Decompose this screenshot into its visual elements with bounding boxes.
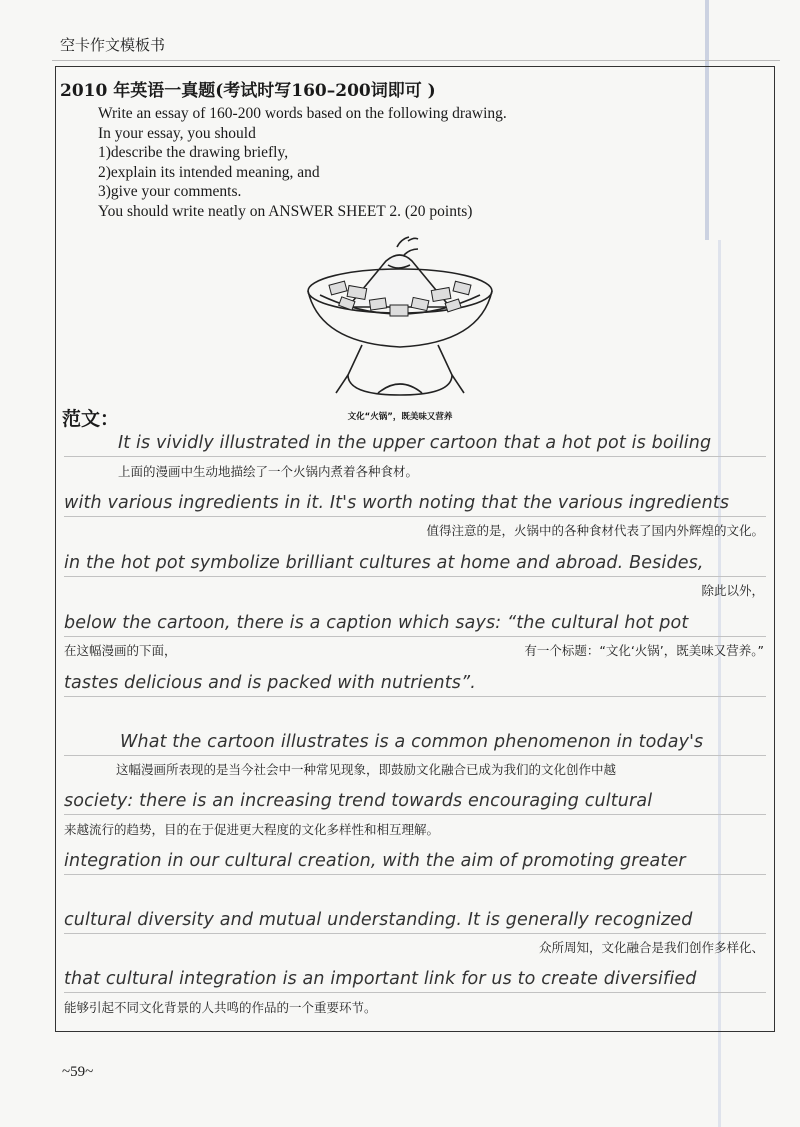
- writing-rule: [64, 456, 766, 457]
- essay-line-en: that cultural integration is an important link for us to create diversified: [64, 969, 697, 989]
- essay-line-en: tastes delicious and is packed with nutrients”.: [64, 673, 476, 693]
- exam-instructions: [98, 104, 698, 222]
- page-number: ~59~: [62, 1064, 94, 1080]
- essay-line-en: below the cartoon, there is a caption which says: “the cultural hot pot: [64, 613, 689, 633]
- essay-line-en: cultural diversity and mutual understanding. It is generally recognized: [64, 910, 693, 930]
- essay-line-en: in the hot pot symbolize brilliant cultures at home and abroad. Besides,: [64, 553, 704, 573]
- writing-rule: [64, 636, 766, 637]
- essay-line-zh: 上面的漫画中生动地描绘了一个火锅内煮着各种食材。: [118, 464, 419, 479]
- instruction-line: 3)give your comments.: [98, 183, 242, 201]
- essay-line-zh: 来越流行的趋势，目的在于促进更大程度的文化多样性和相互理解。: [64, 822, 440, 837]
- instruction-line: You should write neatly on ANSWER SHEET 2. (20 points): [98, 202, 473, 220]
- essay-line-en: society: there is an increasing trend towards encouraging cultural: [64, 791, 653, 811]
- essay-line-zh: 能够引起不同文化背景的人共鸣的作品的一个重要环节。: [64, 1000, 377, 1015]
- cartoon-caption: 文化“火锅”，既美味又营养: [347, 412, 453, 422]
- essay-line-zh: 除此以外，: [701, 583, 764, 598]
- header-rule: [52, 60, 780, 61]
- writing-rule: [64, 755, 766, 756]
- sample-essay-label: 范文：: [62, 408, 120, 430]
- essay-line-zh: 值得注意的是，火锅中的各种食材代表了国内外辉煌的文化。: [426, 523, 764, 538]
- essay-line-en: with various ingredients in it. It's worth noting that the various ingredients: [64, 493, 730, 513]
- essay-line-zh: 这幅漫画所表现的是当今社会中一种常见现象，即鼓励文化融合已成为我们的文化创作中越: [116, 762, 617, 777]
- essay-line-zh: 有一个标题：“文化‘火锅’，既美味又营养。”: [524, 643, 764, 658]
- instruction-line: 1)describe the drawing briefly,: [98, 144, 289, 162]
- essay-line-en: What the cartoon illustrates is a common phenomenon in today's: [120, 732, 704, 752]
- writing-rule: [64, 814, 766, 815]
- writing-rule: [64, 992, 766, 993]
- writing-rule: [64, 933, 766, 934]
- running-title: 空卡作文模板书: [60, 36, 166, 54]
- writing-rule: [64, 874, 766, 875]
- exam-title: 2010 年英语一真题(考试时写160–200词即可 ): [60, 81, 436, 101]
- essay-line-en: It is vividly illustrated in the upper cartoon that a hot pot is boiling: [118, 433, 712, 453]
- instruction-line: 2)explain its intended meaning, and: [98, 163, 320, 181]
- instruction-line: In your essay, you should: [98, 124, 256, 142]
- writing-rule: [64, 696, 766, 697]
- instruction-line: Write an essay of 160-200 words based on the following drawing.: [98, 105, 507, 122]
- writing-rule: [64, 576, 766, 577]
- essay-line-en: integration in our cultural creation, with the aim of promoting greater: [64, 851, 686, 871]
- writing-rule: [64, 516, 766, 517]
- essay-line-zh: 众所周知，文化融合是我们创作多样化、: [538, 940, 764, 955]
- essay-line-zh: 在这幅漫画的下面，: [64, 643, 177, 658]
- hot-pot-cartoon: [300, 225, 500, 425]
